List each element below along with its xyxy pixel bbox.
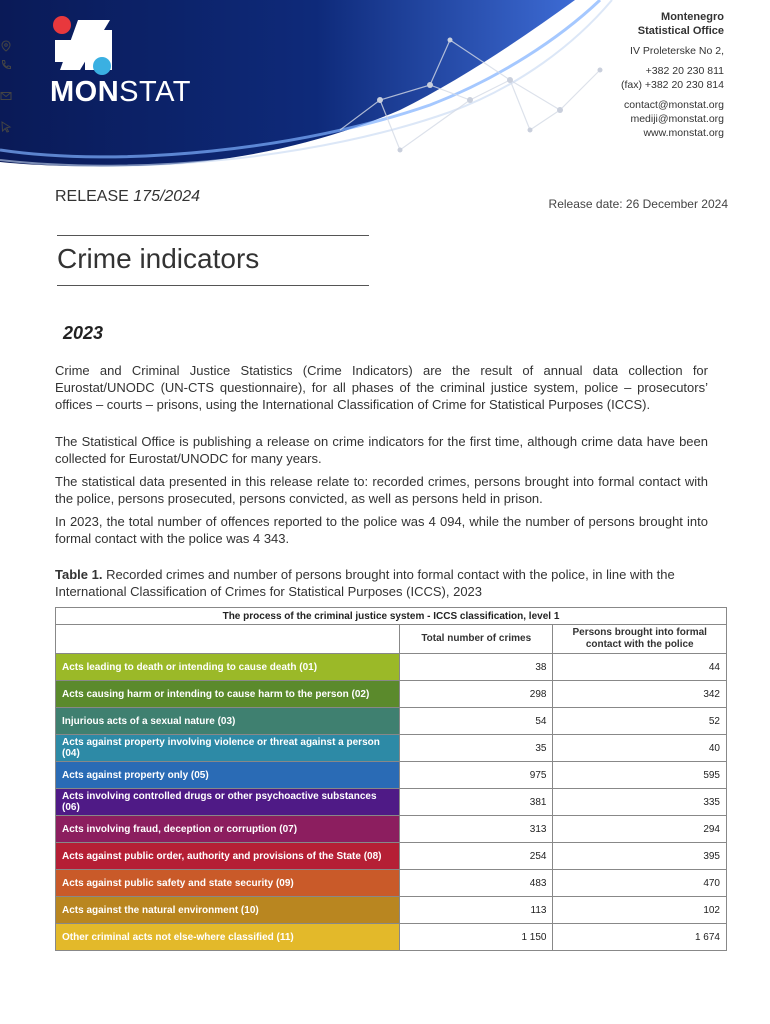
persons-cell: 102 [553, 897, 727, 924]
category-cell: Acts against the natural environment (10) [56, 897, 400, 924]
crimes-cell: 113 [400, 897, 553, 924]
crimes-cell: 38 [400, 654, 553, 681]
persons-cell: 395 [553, 843, 727, 870]
crimes-cell: 313 [400, 816, 553, 843]
crimes-cell: 975 [400, 762, 553, 789]
crimes-cell: 298 [400, 681, 553, 708]
page-title: Crime indicators [57, 243, 260, 274]
persons-cell: 595 [553, 762, 727, 789]
table-row [56, 924, 727, 951]
contact-title-line2: Statistical Office [637, 25, 724, 37]
table-row [56, 762, 727, 789]
table-process-header-row [56, 608, 727, 625]
cursor-icon [0, 121, 12, 133]
crimes-cell: 54 [400, 708, 553, 735]
crimes-cell: 1 150 [400, 924, 553, 951]
contact-block [621, 10, 724, 140]
category-cell: Acts causing harm or intending to cause harm to the person (02) [56, 681, 400, 708]
crimes-cell: 35 [400, 735, 553, 762]
crimes-cell: 254 [400, 843, 553, 870]
crime-table [55, 607, 727, 951]
release-date: Release date: 26 December 2024 [548, 197, 728, 211]
table-row [56, 735, 727, 762]
section-year: 2023 [63, 323, 104, 343]
contact-media-email[interactable]: mediji@monstat.org [630, 113, 724, 125]
page-header [0, 0, 770, 175]
category-cell: Acts against property only (05) [56, 762, 400, 789]
crimes-cell: 381 [400, 789, 553, 816]
persons-cell: 470 [553, 870, 727, 897]
phone-icon [0, 59, 12, 71]
persons-cell: 294 [553, 816, 727, 843]
release-number: 175/2024 [133, 188, 200, 205]
blank-header-cell [56, 625, 400, 654]
persons-cell: 335 [553, 789, 727, 816]
contact-address: IV Proleterske No 2, [630, 45, 724, 57]
title-rule-bottom [57, 285, 369, 286]
category-cell: Acts against public safety and state security (09) [56, 870, 400, 897]
table-row [56, 843, 727, 870]
table-caption: Table 1. Recorded crimes and number of persons brought into formal contact with the police, in line with the International Classification of Crimes for Statistical Purposes (ICCS), 2023 [55, 567, 675, 599]
intro-paragraph-3: The statistical data presented in this release relate to: recorded crimes, persons brought into formal contact with the police, persons prosecuted, persons convicted, as well as persons held in prison. [55, 474, 708, 506]
intro-paragraph-2: The Statistical Office is publishing a release on crime indicators for the first time, although crime data have been collected for Eurostat/UNODC for many years. [55, 434, 708, 466]
col-header-persons: Persons brought into formal contact with the police [553, 625, 727, 654]
crimes-cell: 483 [400, 870, 553, 897]
table-row [56, 789, 727, 816]
intro-paragraph-1: Crime and Criminal Justice Statistics (Crime Indicators) are the result of annual data collection for Eurostat/UNODC (UN-CTS questionnaire), for all phases of the criminal justice system, police – prosecutors’ offices – courts – prisons, using the International Classification of Crime for Statistical Purposes (ICCS). [55, 363, 708, 412]
table-row [56, 816, 727, 843]
col-header-crimes: Total number of crimes [400, 625, 553, 654]
mail-icon [0, 90, 12, 102]
table-row [56, 870, 727, 897]
persons-cell: 1 674 [553, 924, 727, 951]
release-label: RELEASE 175/2024 [55, 188, 200, 205]
contact-title-line1: Montenegro [661, 11, 724, 23]
table-body [56, 654, 727, 951]
table-row [56, 708, 727, 735]
location-icon [0, 40, 12, 52]
category-cell: Acts involving fraud, deception or corruption (07) [56, 816, 400, 843]
table-column-header-row [56, 625, 727, 654]
category-cell: Acts involving controlled drugs or other psychoactive substances (06) [56, 789, 400, 816]
category-cell: Acts leading to death or intending to cause death (01) [56, 654, 400, 681]
persons-cell: 44 [553, 654, 727, 681]
category-cell: Injurious acts of a sexual nature (03) [56, 708, 400, 735]
contact-fax: (fax) +382 20 230 814 [620, 79, 724, 91]
persons-cell: 52 [553, 708, 727, 735]
contact-website[interactable]: www.monstat.org [643, 127, 724, 139]
title-rule-top [57, 235, 369, 236]
table-row [56, 654, 727, 681]
table-row [56, 897, 727, 924]
category-cell: Acts against public order, authority and provisions of the State (08) [56, 843, 400, 870]
contact-phone: +382 20 230 811 [645, 65, 724, 77]
contact-email[interactable]: contact@monstat.org [624, 99, 724, 111]
persons-cell: 342 [553, 681, 727, 708]
intro-paragraph-4: In 2023, the total number of offences reported to the police was 4 094, while the number of persons brought into formal contact with the police was 4 343. [55, 514, 708, 546]
category-cell: Other criminal acts not else-where classified (11) [56, 924, 400, 951]
category-cell: Acts against property involving violence or threat against a person (04) [56, 735, 400, 762]
process-header: The process of the criminal justice system - ICCS classification, level 1 [56, 608, 727, 625]
monstat-logo-text: MONSTAT [50, 76, 191, 108]
persons-cell: 40 [553, 735, 727, 762]
table-row [56, 681, 727, 708]
